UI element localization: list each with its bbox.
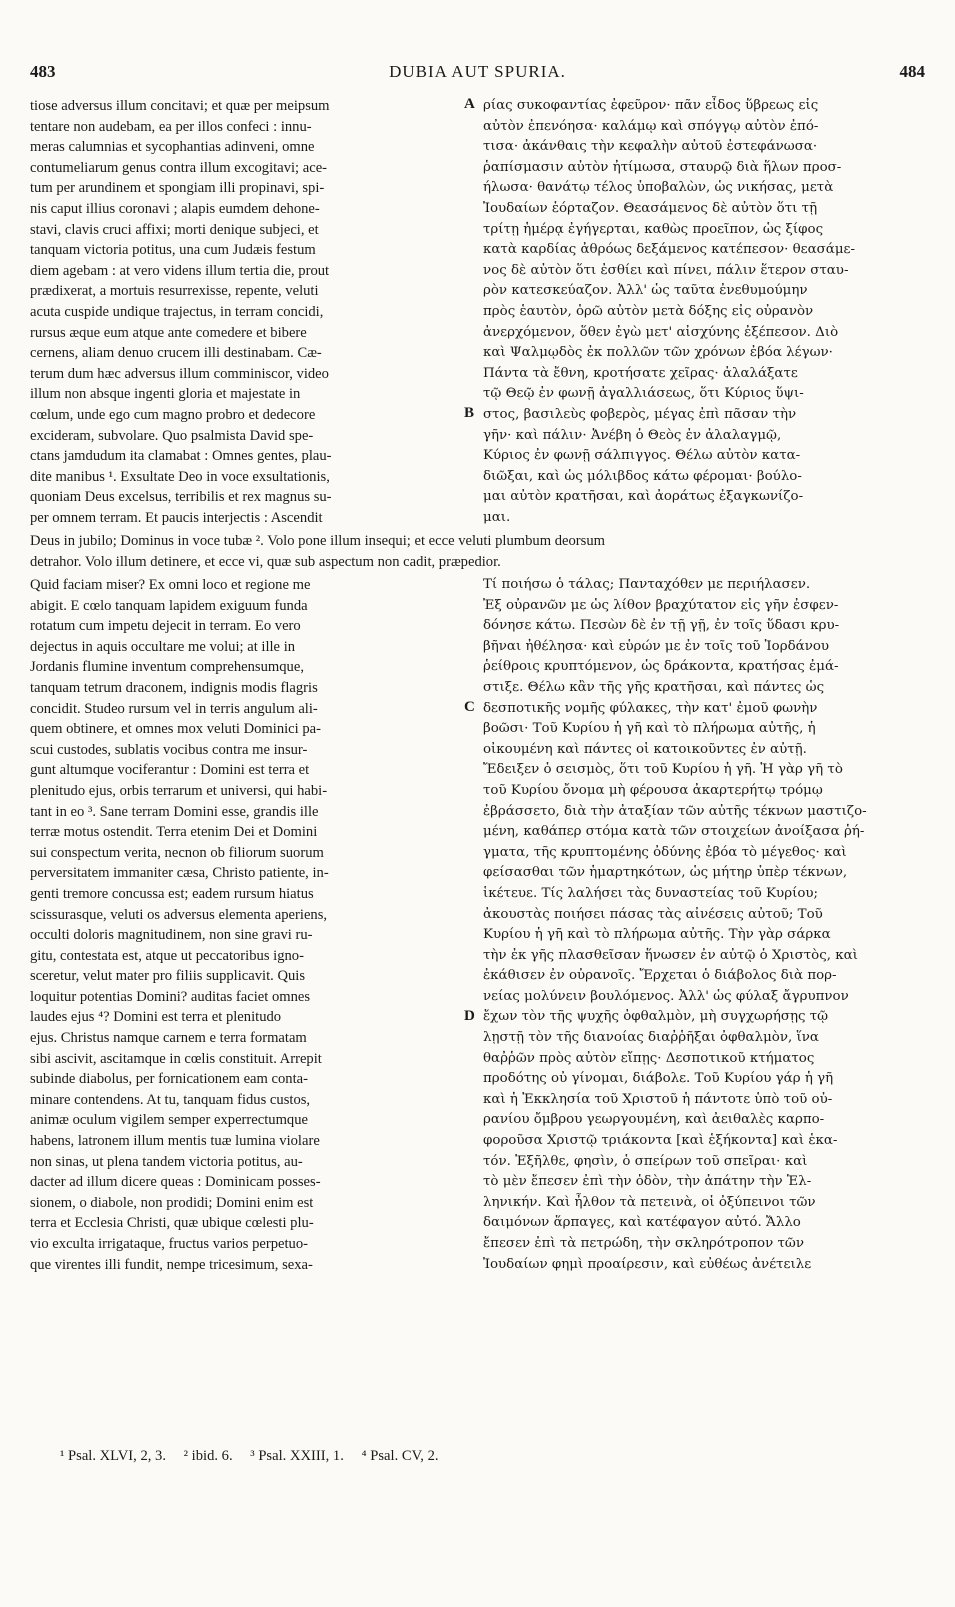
text-line: νος δὲ αὐτὸν ὅτι ἐσθίει καὶ πίνει, πάλιν ἕτερον σταυ- [483, 262, 849, 278]
page-header [30, 62, 925, 86]
text-line: tant in eo ³. Sane terram Domini esse, grandis ille [30, 803, 319, 820]
text-line: ἐβράσσετο, διὰ τὴν ἀταξίαν τῶν αὐτῆς τέκνων μαστιζο- [483, 803, 867, 819]
text-line: ήλωσα· θανάτῳ τέλος ὑποβαλὼν, ὡς νικήσας, μετὰ [483, 180, 834, 196]
text-line: ρὸν κατεσκεύαζον. Ἀλλ' ὡς ταῦτα ἐνεθυμούμην [483, 283, 808, 299]
text-line: animæ oculum vigilem semper experrectumque [30, 1112, 309, 1129]
text-line: sibi ascivit, ascitamque in cœlis constituit. Arrepit [30, 1050, 322, 1067]
text-line: cernens, aliam denuo crucem illi destinabam. Cæ- [30, 345, 322, 362]
text-line: τὴν ἐκ γῆς πλασθεῖσαν ἥνωσεν ἐν αὐτῷ ὁ Χριστὸς, καὶ [483, 947, 858, 963]
text-line: Τί ποιήσω ὁ τάλας; Πανταχόθεν με περιήλασεν. [483, 577, 811, 592]
text-line: ληνικήν. Καὶ ἦλθον τὰ πετεινὰ, οἱ ὀξύπεινοι τῶν [483, 1194, 816, 1210]
text-line: detrahor. Volo illum detinere, et ecce vi, quæ sub aspectum non cadit, præpedior. [30, 553, 501, 570]
text-line: Jordanis flumine inventum comprehensumque, [30, 659, 304, 676]
text-line: subinde diabolus, per fornicationem eam conta- [30, 1071, 309, 1088]
greek-column-top [483, 96, 928, 528]
text-line: βοῶσι· Τοῦ Κυρίου ἡ γῆ καὶ τὸ πλήρωμα αὐτῆς, ἡ [483, 721, 816, 737]
text-line: δόνησε κάτω. Πεσὼν δὲ ἐν τῇ γῇ, ἐν τοῖς ὕδασι κρυ- [483, 618, 840, 634]
text-line: concidit. Studeo rursum vel in terris angulum ali- [30, 700, 318, 717]
text-line: gitu, contestata est, atque ut peccatoribus igno- [30, 947, 304, 964]
text-line: δεσποτικῆς νομῆς φύλακες, τὴν κατ' ἐμοῦ φωνὴν [483, 700, 818, 716]
text-line: διῶξαι, καὶ ὡς μόλιβδος κάτω φέρομαι· βούλο- [483, 468, 802, 484]
section-marker-d: D [464, 1008, 475, 1024]
text-line: habens, latronem illum mentis tuæ lumina violare [30, 1133, 320, 1150]
text-line: meras calumnias et sycophantias adinveni, omne [30, 139, 315, 156]
text-line: que virentes illi fundit, nempe tricesimum, sexa- [30, 1256, 313, 1273]
text-line: καὶ ἡ Ἐκκλησία τοῦ Χριστοῦ ἡ πάντοτε ὑπὸ τοῦ οὐ- [483, 1091, 833, 1107]
text-line: excideram, subvolare. Quo psalmista David spe- [30, 427, 314, 444]
text-line: νείας μολύνειν βουλόμενος. Ἀλλ' ὡς φύλαξ ἄγρυπνον [483, 988, 849, 1004]
text-line: Ἰουδαίων ἑόρταζον. Θεασάμενος δὲ αὐτὸν ὅτι τῇ [483, 200, 818, 216]
footnote-3: ³ Psal. XXIII, 1. [250, 1448, 344, 1464]
text-line: terum dum hæc adversus illum comminiscor, video [30, 365, 329, 382]
page-number-left: 483 [30, 62, 56, 81]
text-line: ἔχων τὸν τῆς ψυχῆς ὀφθαλμὸν, μὴ συγχωρήσῃς τῷ [483, 1009, 829, 1025]
text-line: προδότης οὐ γίνομαι, διάβολε. Τοῦ Κυρίου γάρ ἡ γῆ [483, 1071, 834, 1087]
text-line: βῆναι ἠθέλησα· καὶ εὑρών με ἐν τοῖς τοῦ Ἰορδάνου [483, 638, 830, 654]
text-line: gunt altumque vociferantur : Domini est terra et [30, 762, 310, 779]
text-line: κατὰ καρδίας ἀθρόως δεξάμενος κατέπεσον· θεασάμε- [483, 242, 855, 258]
text-line: οἰκουμένη καὶ πάντες οἱ κατοικοῦντες ἐν αὐτῇ. [483, 741, 807, 757]
text-line: ἀκουστὰς ποιήσει πάσας τὰς αἰνέσεις αὐτοῦ; Τοῦ [483, 906, 823, 922]
text-line: ῥαπίσμασιν αὐτὸν ἠτίμωσα, σταυρῷ διὰ ἥλων προσ- [483, 159, 842, 175]
full-width-text [30, 531, 925, 572]
section-marker-b: B [464, 405, 475, 421]
text-line: δαιμόνων ἅρπαγες, καὶ κατέφαγον αὐτό. Ἄλλο [483, 1215, 801, 1231]
text-line: μένη, καθάπερ στόμα κατὰ τῶν στοιχείων ἀνοίξασα ῥή- [483, 824, 865, 840]
text-line: loquitur potentias Domini? auditas faciet omnes [30, 988, 311, 1005]
text-line: perversitatem immaniter cæsa, Christo patiente, in- [30, 865, 329, 882]
text-line: Κύριος ἐν φωνῇ σάλπιγγος. Θέλω αὐτὸν κατα- [483, 448, 801, 464]
text-line: τῷ Θεῷ ἐν φωνῇ ἀγαλλιάσεως, ὅτι Κύριος ὕψι- [483, 386, 804, 402]
text-line: terræ motus ostendit. Terra etenim Dei et Domini [30, 824, 318, 841]
page-number-right: 484 [899, 62, 925, 81]
text-line: stavi, clavis cruci affixi; morti denique subjeci, et [30, 221, 319, 238]
footnote-4: ⁴ Psal. CV, 2. [361, 1448, 439, 1464]
text-line: καὶ Ψαλμῳδὸς ἐκ πολλῶν τῶν χρόνων ἐβόα λέγων· [483, 345, 833, 361]
text-line: laudes ejus ⁴? Domini est terra et plenitudo [30, 1009, 282, 1026]
text-line: tentare non audebam, ea per illos confeci : innu- [30, 118, 312, 135]
footnote-2: ² ibid. 6. [183, 1448, 233, 1464]
text-line: Quid faciam miser? Ex omni loco et regione me [30, 577, 311, 593]
text-line: Κυρίου ἡ γῆ καὶ τὸ πλήρωμα αὐτῆς. Τὴν γὰρ σάρκα [483, 927, 831, 943]
text-line: Deus in jubilo; Dominus in voce tubæ ². Volo pone illum insequi; et ecce veluti plumbum deorsum [30, 533, 605, 549]
text-line: quem obtinere, et omnes mox veluti Dominici pa- [30, 721, 321, 738]
text-line: μαι αὐτὸν κρατῆσαι, καὶ ἀοράτως ἐξαγκωνίζο- [483, 489, 804, 505]
footnotes [60, 1448, 910, 1465]
text-line: Ἔδειξεν ὁ σεισμὸς, ὅτι τοῦ Κυρίου ἡ γῆ. Ἡ γὰρ γῆ τὸ [483, 762, 843, 778]
text-line: φείσασθαι τῶν ἡμαρτηκότων, ὡς μήτηρ ὑπὲρ τέκνων, [483, 865, 848, 881]
greek-column-bottom [483, 575, 928, 1275]
text-line: prædixerat, a mortuis resurrexisse, repente, veluti [30, 283, 319, 300]
text-line: τισα· ἀκάνθαις τὴν κεφαλὴν αὐτοῦ ἐστεφάνωσα· [483, 139, 818, 155]
text-line: αὐτὸν ἐπενόησα· καλάμῳ καὶ σπόγγῳ αὐτὸν ἐπό- [483, 118, 819, 134]
text-line: λῃστῇ τὸν τῆς διανοίας διαῤῥῆξαι ὀφθαλμὸν, ἵνα [483, 1030, 819, 1046]
latin-column-bottom [30, 575, 462, 1275]
text-line: minare contendens. At tu, tanquam fidus custos, [30, 1091, 311, 1108]
text-line: ἐκάθισεν ἐν οὐρανοῖς. Ἔρχεται ὁ διάβολος διὰ πορ- [483, 968, 837, 984]
text-line: ρίας συκοφαντίας ἐφεῦρον· πᾶν εἶδος ὕβρεως εἰς [483, 98, 819, 113]
text-line: γματα, τῆς κρυπτομένης ὀδύνης ἐβόα τὸ μέγεθος· καὶ [483, 844, 847, 860]
text-line: στιξε. Θέλω κἂν τῆς γῆς κρατῆσαι, καὶ πάντες ὡς [483, 679, 825, 695]
text-line: per omnem terram. Et paucis interjectis : Ascendit [30, 509, 323, 526]
text-line: rotatum cum impetu dejecit in terram. Eo vero [30, 618, 301, 635]
text-line: occulti doloris magnitudinem, non sine gravi ru- [30, 927, 313, 944]
text-line: cœlum, unde ego cum magno probro et dedecore [30, 406, 316, 423]
text-line: tanquam tetrum draconem, indignis modis flagris [30, 679, 318, 696]
text-line: scui custodes, sublatis vocibus contra me insur- [30, 741, 308, 758]
text-line: φοροῦσα Χριστῷ τριάκοντα [καὶ ἑξήκοντα] καὶ ἑκα- [483, 1133, 838, 1149]
text-line: ρανίου ὄμβρου γεωργουμένη, καὶ ἀειθαλὲς καρπο- [483, 1112, 825, 1128]
text-line: θαῤῥῶν πρὸς αὐτὸν εἴπῃς· Δεσποτικοῦ κτήματος [483, 1050, 815, 1066]
text-line: Πάντα τὰ ἔθνη, κροτήσατε χεῖρας· ἀλαλάξατε [483, 365, 798, 381]
text-line: sui conspectum verita, necnon ob filiorum suorum [30, 844, 324, 861]
text-line: dejectus in aquis occultare me volui; at ille in [30, 638, 296, 655]
text-line: τοῦ Κυρίου ὄνομα μὴ φέρουσα ἀκαρτερήτῳ τρόμῳ [483, 782, 823, 798]
text-line: ἱκέτευε. Τίς λαλήσει τὰς δυναστείας τοῦ Κυρίου; [483, 885, 819, 901]
text-line: ἀνερχόμενον, ὅθεν ἐγὼ μετ' αἰσχύνης ἐξέπεσον. Διὸ [483, 324, 839, 340]
text-line: tiose adversus illum concitavi; et quæ per meipsum [30, 98, 330, 114]
text-line: sceretur, velut mater pro filiis supplicavit. Quis [30, 968, 306, 985]
text-line: illum non absque ingenti gloria et majestate in [30, 386, 301, 403]
section-marker-a: A [464, 96, 475, 112]
text-line: contumeliarum genus contra illum excogitavi; ace- [30, 159, 328, 176]
running-title: DUBIA AUT SPURIA. [389, 62, 566, 81]
text-line: plenitudo ejus, orbis terrarum et universi, qui habi- [30, 782, 328, 799]
text-line: μαι. [483, 509, 511, 525]
text-line: scissurasque, veluti os adversus elementa aperiens, [30, 906, 328, 923]
text-line: ῥείθροις κρυπτόμενον, ὡς δράκοντα, κρατήσας ἐμά- [483, 659, 839, 675]
text-line: στος, βασιλεὺς φοβερὸς, μέγας ἐπὶ πᾶσαν τὴν [483, 406, 797, 422]
text-line: genti tremore concussa est; eadem rursum hiatus [30, 885, 314, 902]
text-line: vio exculta irrigataque, fructus varios perpetuo- [30, 1236, 308, 1252]
text-line: rursus æque eum atque ante comedere et bibere [30, 324, 307, 341]
footnote-1: ¹ Psal. XLVI, 2, 3. [60, 1448, 166, 1464]
text-line: acuta cuspide undique trajectus, in terram concidi, [30, 303, 324, 320]
text-line: ejus. Christus namque carnem e terra formatam [30, 1030, 307, 1047]
latin-column-top [30, 96, 462, 528]
text-line: τόν. Ἐξῆλθε, φησὶν, ὁ σπείρων τοῦ σπεῖραι· καὶ [483, 1153, 808, 1169]
text-line: sionem, o diabole, non prodidi; Domini enim est [30, 1194, 314, 1211]
text-line: Ἐξ οὐρανῶν με ὡς λίθον βραχύτατον εἰς γῆν ἐσφεν- [483, 597, 839, 613]
text-line: dite manibus ¹. Exsultate Deo in voce exsultationis, [30, 468, 330, 485]
text-line: tanquam victoria potitus, una cum Judæis festum [30, 242, 316, 259]
text-line: nis caput illius coronavi ; alapis eumdem dehone- [30, 200, 320, 217]
text-line: ἔπεσεν ἐπὶ τὰ πετρώδη, τὴν σκληρότροπον τῶν [483, 1236, 804, 1251]
section-marker-c: C [464, 699, 475, 715]
text-line: τρίτῃ ἡμέρᾳ ἐγήγερται, καθὼς προεῖπον, ὡς ξίφος [483, 221, 824, 237]
text-line: γῆν· καὶ πάλιν· Ἀνέβη ὁ Θεὸς ἐν ἀλαλαγμῷ, [483, 427, 782, 443]
text-line: πρὸς ἑαυτὸν, ὁρῶ αὐτὸν μετὰ δόξης εἰς οὐρανὸν [483, 303, 814, 319]
text-line: quoniam Deus excelsus, terribilis et rex magnus su- [30, 489, 332, 506]
text-line: non sinas, ut plena tandem victoria potitus, au- [30, 1153, 303, 1170]
text-line: τὸ μὲν ἔπεσεν ἐπὶ τὴν ὁδὸν, τὴν ἀπάτην τὴν Ἑλ- [483, 1174, 812, 1190]
text-line: dacter ad illum dicere queas : Dominicam posses- [30, 1174, 321, 1191]
text-line: Ἰουδαίων φημὶ προαίρεσιν, καὶ εὐθέως ἀνέτειλε [483, 1256, 812, 1272]
text-line: ctans jamdudum ita clamabat : Omnes gentes, plau- [30, 448, 332, 465]
text-line: diem agebam : at vero videns illum tertia die, prout [30, 262, 330, 279]
text-line: abigit. E cœlo tanquam lapidem exiguum funda [30, 597, 308, 614]
text-line: tum per arundinem et spongiam illi propinavi, spi- [30, 180, 325, 197]
text-line: terra et Ecclesia Christi, quæ ubique cœlesti plu- [30, 1215, 314, 1232]
